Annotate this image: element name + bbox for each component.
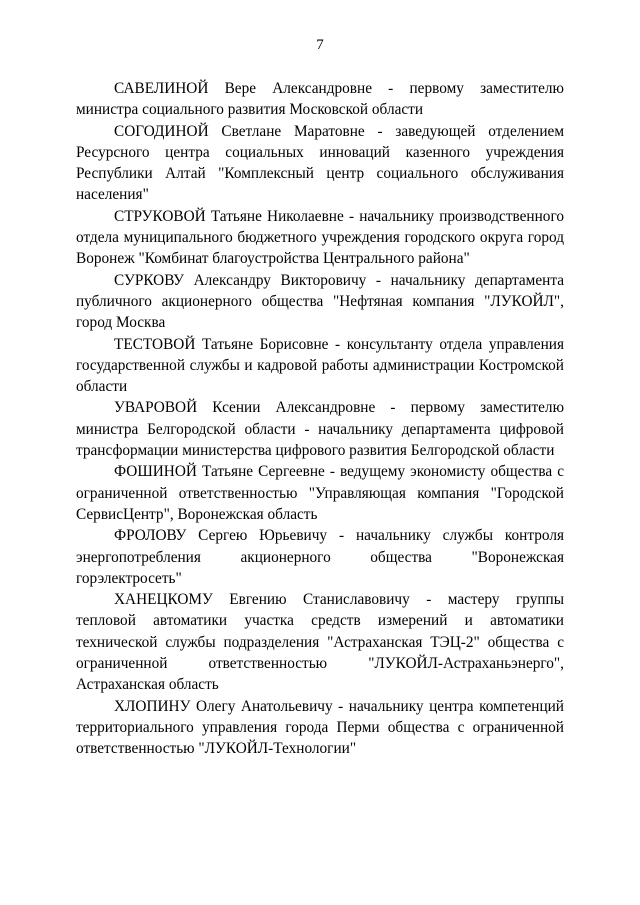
page-number: 7 [316,37,324,53]
list-item: СТРУКОВОЙ Татьяне Николаевне - начальнику производственного отдела муниципального бюджетного учреждения городского округа город Воронеж "Комбинат благоустройства Центрального района" [76,207,564,268]
list-item: СУРКОВУ Александру Викторовичу - начальнику департамента публичного акционерного общества "Нефтяная компания "ЛУКОЙЛ", город Москва [76,271,564,332]
list-item: ТЕСТОВОЙ Татьяне Борисовне - консультанту отдела управления государственной службы и кадровой работы администрации Костромской области [76,335,564,396]
award-list [76,78,564,760]
list-item: УВАРОВОЙ Ксении Александровне - первому заместителю министра Белгородской области - начальнику департамента цифровой трансформации министерства цифрового развития Белгородской области [76,399,564,460]
list-item: СОГОДИНОЙ Светлане Маратовне - заведующей отделением Ресурсного центра социальных инноваций казенного учреждения Республики Алтай "Комплексный центр социального обслуживания населения" [76,122,564,204]
list-item: ХАНЕЦКОМУ Евгению Станиславовичу - мастеру группы тепловой автоматики участка средств измерений и автоматики технической службы подразделения "Астраханская ТЭЦ-2" общества с ограниченной ответственностью "ЛУКОЙЛ-Астраханьэнерго", Астраханская область [76,591,564,694]
list-item: ФРОЛОВУ Сергею Юрьевичу - начальнику службы контроля энергопотребления акционерного общества "Воронежская горэлектросеть" [76,527,564,587]
list-item: ХЛОПИНУ Олегу Анатольевичу - начальнику центра компетенций территориального управления города Перми общества с ограниченной ответственностью "ЛУКОЙЛ-Технологии" [76,697,564,758]
list-item: САВЕЛИНОЙ Вере Александровне - первому заместителю министра социального развития Московской области [76,80,564,119]
list-item: ФОШИНОЙ Татьяне Сергеевне - ведущему экономисту общества с ограниченной ответственностью "Управляющая компания "Городской СервисЦентр", Воронежская область [76,463,564,523]
